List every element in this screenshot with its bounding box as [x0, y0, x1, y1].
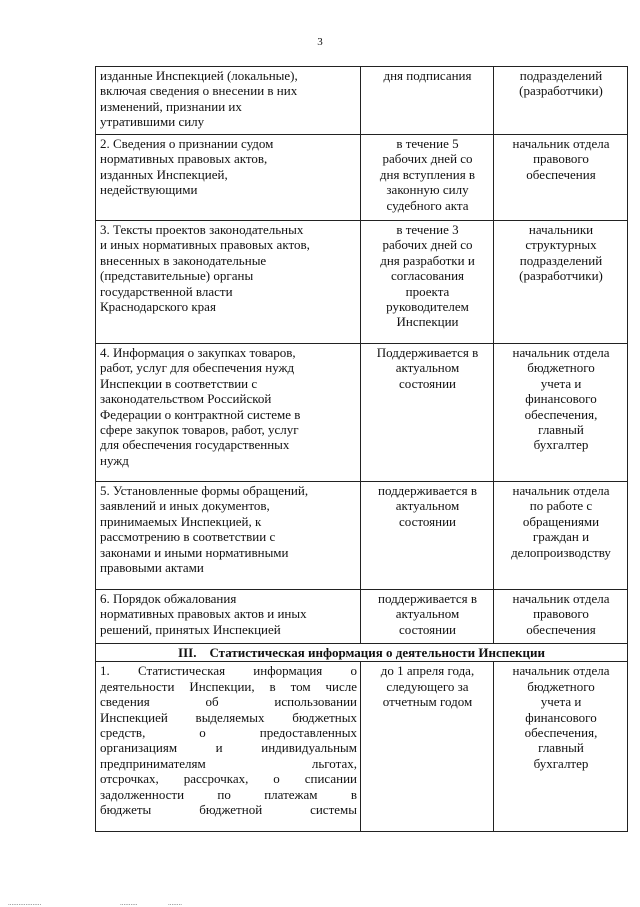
table-row — [96, 67, 628, 135]
row-1-info: 2. Сведения о признании судом нормативных правовых актов, изданных Инспекцией, недействующими — [96, 135, 361, 221]
table-row — [96, 482, 628, 590]
row-6-responsible: начальник отдела бюджетного учета и финансового обеспечения, главный бухгалтер — [494, 662, 628, 832]
row-0-responsible: подразделений (разработчики) — [494, 67, 628, 135]
row-2-info: 3. Тексты проектов законодательных и иных нормативных правовых актов, внесенных в законодательные (представительные) органы государственной власти Краснодарского края — [96, 221, 361, 344]
row-5-info: 6. Порядок обжалования нормативных правовых актов и иных решений, принятых Инспекцией — [96, 590, 361, 644]
table-row — [96, 221, 628, 344]
table-row — [96, 135, 628, 221]
row-4-info: 5. Установленные формы обращений, заявлений и иных документов, принимаемых Инспекцией, к рассмотрению в соответствии с законами и иными нормативными правовыми актами — [96, 482, 361, 590]
row-1-responsible: начальник отдела правового обеспечения — [494, 135, 628, 221]
row-1-deadline: в течение 5 рабочих дней со дня вступления в законную силу судебного акта — [361, 135, 494, 221]
footer-mark-left: ................... — [8, 899, 42, 907]
row-5-deadline: поддерживается в актуальном состоянии — [361, 590, 494, 644]
row-2-responsible: начальники структурных подразделений (разработчики) — [494, 221, 628, 344]
row-3-deadline: Поддерживается в актуальном состоянии — [361, 344, 494, 482]
row-3-info: 4. Информация о закупках товаров, работ, услуг для обеспечения нужд Инспекции в соответствии с законодательством Российской Федерации о контрактной системе в сфере закупок товаров, работ, услуг для обеспечения государственных нужд — [96, 344, 361, 482]
table-row — [96, 344, 628, 482]
section-title: III. Статистическая информация о деятельности Инспекции — [96, 644, 628, 662]
row-0-deadline: дня подписания — [361, 67, 494, 135]
row-3-responsible: начальник отдела бюджетного учета и финансового обеспечения, главный бухгалтер — [494, 344, 628, 482]
row-4-deadline: поддерживается в актуальном состоянии — [361, 482, 494, 590]
page-number: 3 — [317, 36, 323, 48]
row-6-deadline: до 1 апреля года, следующего за отчетным годом — [361, 662, 494, 832]
row-5-responsible: начальник отдела правового обеспечения — [494, 590, 628, 644]
section-header-row — [96, 644, 628, 662]
row-2-deadline: в течение 3 рабочих дней со дня разработки и согласования проекта руководителем Инспекции — [361, 221, 494, 344]
row-0-info: изданные Инспекцией (локальные), включая сведения о внесении в них изменений, признании их утратившими силу — [96, 67, 361, 135]
table-row — [96, 662, 628, 832]
row-6-info: 1. Статистическая информация о деятельности Инспекции, в том числе сведения об использовании Инспекцией выделяемых бюджетных средств, о предоставленных организациям и индивидуальным предпринимателям льготах, отсрочках, рассрочках, о списании задолженности по платежам в бюджеты бюджетной системы — [96, 662, 361, 832]
table-row — [96, 590, 628, 644]
footer-mark-right: ........ — [168, 899, 182, 907]
row-4-responsible: начальник отдела по работе с обращениями граждан и делопроизводству — [494, 482, 628, 590]
footer-mark-mid: .......... — [120, 899, 138, 907]
document-table — [95, 66, 628, 832]
